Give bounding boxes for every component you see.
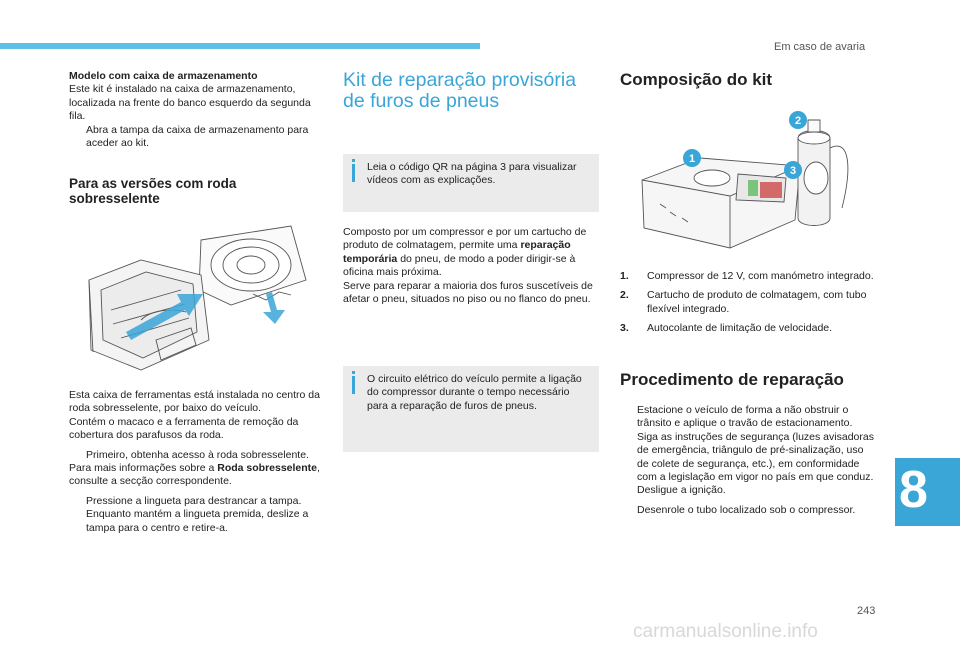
spare-wheel-heading: Para as versões com roda sobresselente — [69, 176, 237, 207]
bullet-item: Abra a tampa da caixa de armazenamento para aceder ao kit. — [69, 124, 325, 151]
step-item: Estacione o veículo de forma a não obstruir o trânsito e aplique o travão de estacionamento. — [620, 404, 878, 431]
storage-model-title: Modelo com caixa de armazenamento — [69, 70, 258, 82]
bullet-marker — [69, 495, 86, 508]
info-icon — [352, 164, 355, 182]
spare-wheel-link-text: Roda sobresselente — [217, 462, 318, 475]
info-box-electrical: O circuito elétrico do veículo permite a ligação do compressor durante o tempo necessário para a reparação de furos de pneus. — [343, 366, 599, 452]
bullet-item: Enquanto mantém a lingueta premida, deslize a tampa para o centro e retire-a. — [69, 508, 325, 535]
list-item: 1. Compressor de 12 V, com manómetro integrado. — [620, 270, 874, 282]
chapter-tab — [895, 458, 960, 526]
spare-wheel-toolbox-illustration — [81, 220, 309, 376]
kit-usage-text: Serve para reparar a maioria dos furos suscetíveis de afetar o pneu, situados no piso ou no flanco do pneu. — [343, 279, 593, 306]
list-item: 3. Autocolante de limitação de velocidade. — [620, 322, 833, 335]
bullet-marker — [620, 504, 637, 517]
toolbox-location-text: Esta caixa de ferramentas está instalada no centro da roda sobresselente, por baixo do veículo. — [69, 389, 320, 415]
temporary-repair-text: reparação temporária — [343, 239, 571, 265]
step-item: Siga as instruções de segurança (luzes avisadoras de emergência, triângulo de pré-sinalização, uso de colete de segurança, etc.), em conformidade com a legislação em vigor no país em que conduz. — [620, 431, 878, 485]
watermark: carmanualsonline.info — [633, 621, 818, 642]
repair-kit-illustration — [630, 108, 860, 254]
kit-components-list — [620, 270, 880, 342]
list-item: 2. Cartucho de produto de colmatagem, com tubo flexível integrado. — [620, 289, 867, 315]
bullet-marker — [69, 508, 86, 535]
top-accent-bar — [0, 43, 480, 49]
toolbox-contents-text: Contém o macaco e a ferramenta de remoção da cobertura dos parafusos da roda. — [69, 415, 299, 442]
info-icon — [352, 376, 355, 394]
storage-model-text: Este kit é instalado na caixa de armazenamento, localizada na frente do banco esquerdo da segunda fila. — [69, 83, 311, 123]
kit-title: Kit de reparação provisória de furos de pneus — [343, 69, 577, 112]
bullet-marker — [69, 124, 86, 151]
callout-1: 1 — [688, 153, 696, 165]
repair-steps — [620, 404, 878, 517]
bullet-marker — [620, 484, 637, 497]
spare-wheel-reference: Para mais informações sobre a Roda sobresselente, consulte a secção correspondente. — [69, 462, 320, 488]
bullet-marker — [620, 431, 637, 485]
callout-2: 2 — [794, 115, 802, 127]
left-column-lower — [69, 389, 325, 535]
bullet-marker — [620, 404, 637, 431]
step-item: Desenrole o tubo localizado sob o compressor. — [620, 504, 878, 517]
kit-composition-heading: Composição do kit — [620, 70, 773, 89]
kit-description: Composto por um compressor e por um cartucho de produto de colmatagem, permite uma reparação temporária do pneu, de modo a poder dirigir-se à oficina mais próxima. — [343, 226, 587, 279]
middle-column — [343, 226, 599, 306]
callout-3: 3 — [789, 165, 797, 177]
left-column — [69, 70, 325, 206]
repair-procedure-heading: Procedimento de reparação — [620, 370, 844, 389]
step-item: Desligue a ignição. — [620, 484, 878, 497]
info-box-qr: Leia o código QR na página 3 para visualizar vídeos com as explicações. — [343, 154, 599, 212]
chapter-number: 8 — [899, 461, 928, 519]
section-header: Em caso de avaria — [774, 41, 866, 53]
page-number: 243 — [857, 605, 876, 617]
bullet-item: Pressione a lingueta para destrancar a tampa. — [69, 495, 325, 508]
bullet-marker — [69, 449, 86, 462]
bullet-item: Primeiro, obtenha acesso à roda sobresselente. — [69, 449, 325, 462]
